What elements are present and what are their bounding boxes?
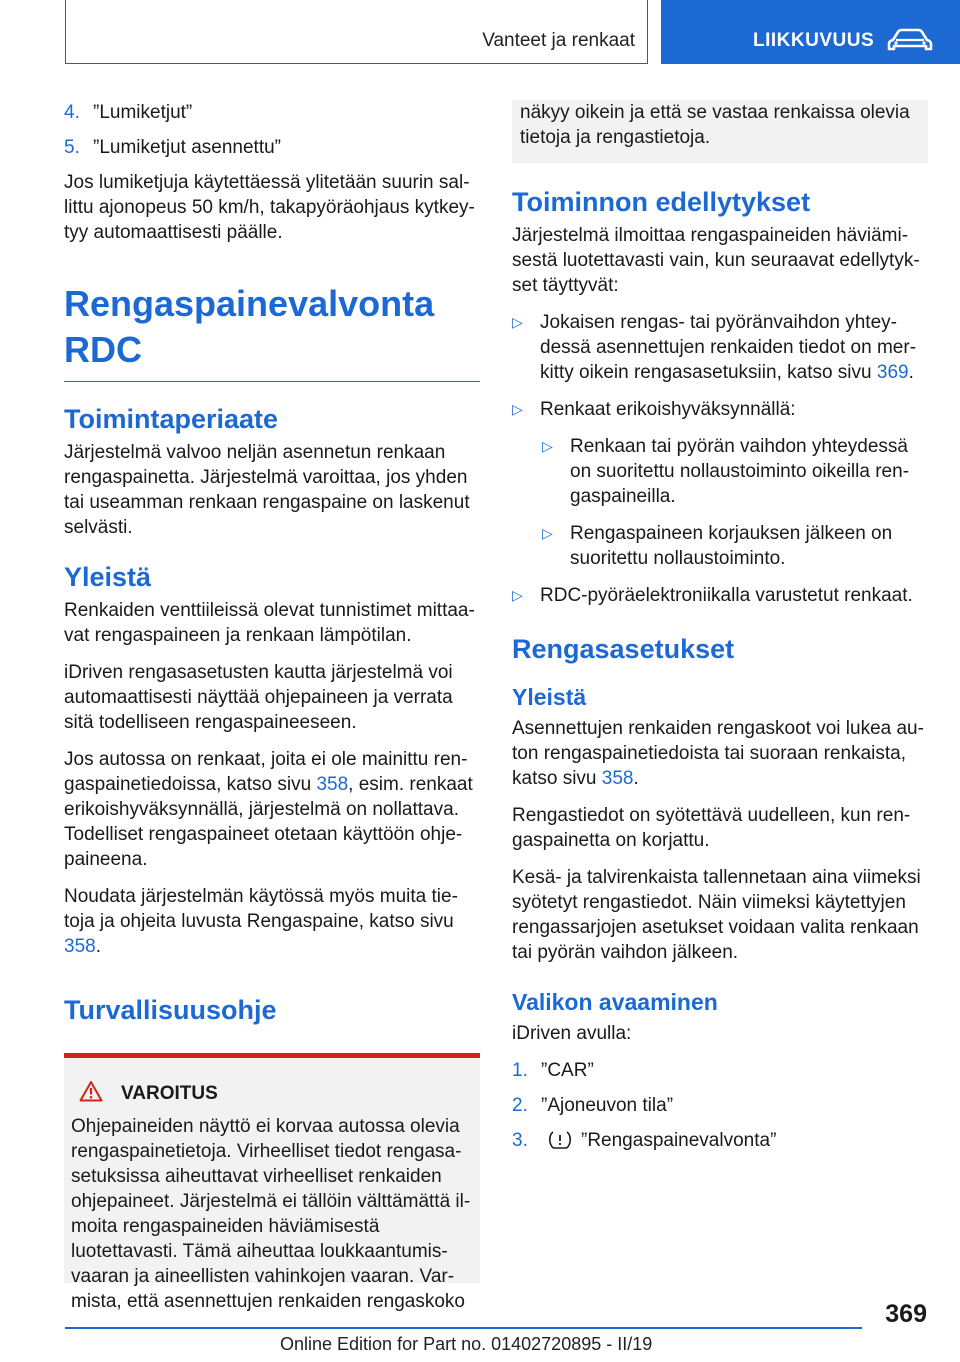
bullet-triangle-icon: ▷ — [542, 525, 553, 541]
snow-chain-paragraph: Jos lumiketjuja käytettäessä ylitetään suurin sallittu ajonopeus 50 km/h, takapyöräohjaus kytkeytyy automaattisesti päälle. — [64, 172, 475, 243]
warning-header — [71, 1080, 473, 1108]
step-item: 1. ”CAR” — [512, 1060, 594, 1081]
bullet-item: ▷ Jokaisen rengas- tai pyöränvaihdon yhteydessä asennettujen renkaiden tiedot on merkitty oikein rengasasetuksiin, katso sivu 369. — [512, 312, 917, 383]
list-text: ”Lumiketjut asennettu” — [93, 137, 281, 158]
warning-box — [64, 1053, 480, 1312]
bullet-triangle-icon: ▷ — [512, 401, 523, 417]
page-link-358[interactable]: 358 — [64, 936, 96, 957]
heading-principle: Toimintaperiaate — [64, 404, 279, 434]
page-number: 369 — [885, 1300, 927, 1328]
right-column — [512, 100, 928, 1167]
chapter-title: Vanteet ja renkaat — [482, 30, 635, 51]
page-title: Rengaspainevalvonta RDC — [64, 281, 480, 382]
page-link-369[interactable]: 369 — [876, 362, 909, 383]
chapter-tab — [65, 0, 648, 64]
general-paragraph-3: Jos autossa on renkaat, joita ei ole mainittu rengaspainetiedoissa, katso sivu 358, esim. renkaat erikoishyväksynnällä, järjestelmä on nollattava. Todelliset rengaspaineet otetaan käyttöön ohjepaineena. — [64, 749, 473, 870]
heading-general: Yleistä — [64, 562, 152, 592]
conditions-paragraph: Järjestelmä ilmoittaa rengaspaineiden häviämisestä luotettavasti vain, kun seuraavat edellytykset täyttyvät: — [512, 225, 920, 296]
list-text: ”Lumiketjut” — [93, 102, 193, 123]
bullet-triangle-icon: ▷ — [512, 587, 523, 603]
settings-paragraph-2: Rengastiedot on syötettävä uudelleen, kun rengaspainetta on korjattu. — [512, 805, 911, 851]
step-number: 3. — [512, 1130, 528, 1151]
warning-triangle-icon — [71, 1080, 121, 1108]
settings-paragraph-1: Asennettujen renkaiden rengaskoot voi lukea auton rengaspainetiedoista tai suoraan renkaista, katso sivu 358. — [512, 718, 924, 789]
general-paragraph-1: Renkaiden venttiileissä olevat tunnistimet mittaavat rengaspaineen ja renkaan lämpötilan. — [64, 600, 475, 646]
general-paragraph-4: Noudata järjestelmän käytössä myös muita tietoja ja ohjeita luvusta Rengaspaine, katso sivu 358. — [64, 886, 458, 957]
heading-conditions: Toiminnon edellytykset — [512, 187, 811, 217]
list-number: 5. — [64, 137, 80, 158]
car-icon — [887, 28, 933, 57]
bullet-triangle-icon: ▷ — [542, 438, 553, 454]
list-item — [64, 100, 480, 125]
menu-paragraph: iDriven avulla: — [512, 1023, 632, 1044]
page-link-358[interactable]: 358 — [601, 768, 634, 789]
section-label: LIIKKUVUUS — [753, 30, 875, 51]
bullet-item: ▷ RDC-pyöräelektroniikalla varustetut renkaat. — [512, 585, 913, 606]
heading-settings: Rengasasetukset — [512, 634, 735, 664]
heading-safety: Turvallisuusohje — [64, 995, 277, 1025]
sub-bullet-item: ▷ Rengaspaineen korjauksen jälkeen on suoritettu nollaustoiminto. — [542, 523, 893, 569]
warning-text: Ohjepaineiden näyttö ei korvaa autossa olevia rengaspainetietoja. Virheelliset tiedot rengasasetuksissa aiheuttavat virheelliset renkaiden ohjepaineet. Järjestelmä ei tällöin välttämättä ilmoita rengaspaineiden häviämisestä luotettavasti. Tämä aiheuttaa loukkaantumisvaaran ja aineellisten vahinkojen vaaran. Varmista, että asennettujen renkaiden rengaskoko — [71, 1116, 471, 1312]
list-number: 4. — [64, 102, 80, 123]
settings-paragraph-3: Kesä- ja talvirenkaista tallennetaan aina viimeksi syötetyt rengastiedot. Näin viimeksi käytettyjen rengassarjojen asetukset voidaan valita renkaan tai pyörän vaihdon jälkeen. — [512, 867, 921, 963]
list-item — [64, 135, 480, 160]
warning-title: VAROITUS — [121, 1083, 218, 1104]
general-paragraph-2: iDriven rengasasetusten kautta järjestelmä voi automaattisesti näyttää ohjepaineen ja verrata sitä todelliseen rengaspaineeseen. — [64, 662, 453, 733]
step-number: 2. — [512, 1095, 528, 1116]
sub-bullet-item: ▷ Renkaan tai pyörän vaihdon yhteydessä on suoritettu nollaustoiminto oikeilla rengaspaineilla. — [542, 436, 910, 507]
section-tab — [661, 0, 960, 64]
bullet-item: ▷ Renkaat erikoishyväksynnällä: — [512, 399, 796, 420]
bullet-triangle-icon: ▷ — [512, 314, 523, 330]
warning-continuation-text: näkyy oikein ja että se vastaa renkaissa olevia tietoja ja rengastietoja. — [520, 102, 910, 148]
step-item: 2. ”Ajoneuvon tila” — [512, 1095, 674, 1116]
heading-settings-general: Yleistä — [512, 684, 587, 710]
footer-edition: Online Edition for Part no. 01402720895 - II/19 — [280, 1334, 653, 1354]
page-link-358[interactable]: 358 — [316, 774, 349, 795]
left-column — [64, 100, 480, 1312]
tire-pressure-icon — [547, 1130, 573, 1157]
principle-paragraph: Järjestelmä valvoo neljän asennetun renkaan rengaspainetta. Järjestelmä varoittaa, jos yhden tai useamman renkaan rengaspaine on laskenut selvästi. — [64, 442, 470, 538]
heading-menu: Valikon avaaminen — [512, 989, 718, 1015]
warning-continuation — [512, 100, 928, 163]
step-number: 1. — [512, 1060, 528, 1081]
footer-divider — [65, 1327, 862, 1329]
step-item: 3. ”Rengaspainevalvonta” — [512, 1128, 928, 1157]
